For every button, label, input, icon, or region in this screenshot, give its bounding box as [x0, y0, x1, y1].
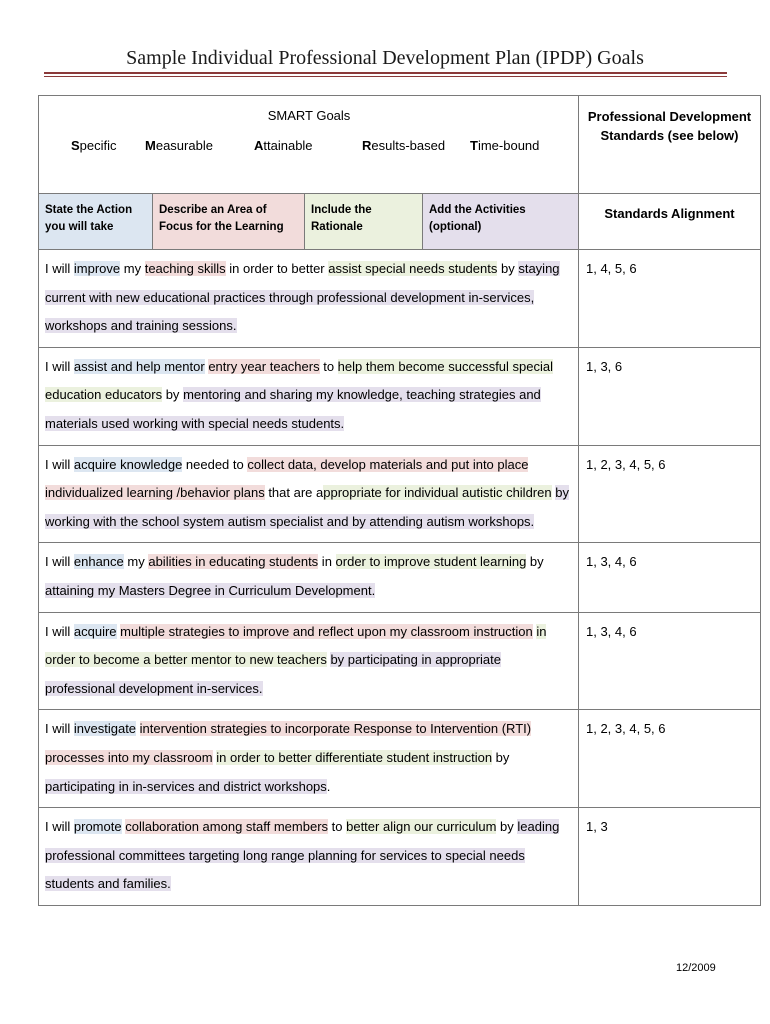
smart-goals-heading: SMART Goals [267, 108, 351, 123]
goal-row [39, 445, 761, 543]
goal-segment: help them become successful special education educators [45, 358, 554, 403]
goal-row [39, 808, 761, 906]
goal-segment: I will [45, 721, 74, 737]
goal-segment: in order to better [225, 261, 329, 276]
goal-segment: promote [73, 819, 122, 835]
goal-row [39, 543, 761, 612]
goal-segment: my [123, 554, 149, 570]
goal-segment: collect data, develop materials and put into place individualized learning /behavior plans [45, 456, 529, 501]
goal-segment: ppropriate for individual autistic children [323, 485, 552, 501]
goal-segment: enhance [73, 554, 124, 570]
goal-row [39, 250, 761, 348]
standards-alignment-value: 1, 2, 3, 4, 5, 6 [579, 710, 761, 808]
header-focus: Describe an Area of Focus for the Learning [153, 194, 305, 250]
goal-rows [39, 250, 761, 906]
goal-segment: I will [45, 554, 74, 570]
goal-segment: to [328, 819, 347, 835]
page-title: Sample Individual Professional Development Plan (IPDP) Goals [126, 47, 644, 69]
goal-segment: by working with the school system autism specialist and by attending autism workshops. [45, 485, 569, 529]
title-rule [44, 72, 727, 74]
header-rationale: Include the Rationale [305, 194, 423, 250]
smart-specific: Specific [71, 138, 117, 153]
goal-segment: needed to [182, 456, 248, 472]
goal-text [39, 543, 579, 612]
goal-segment: better align our curriculum [346, 819, 497, 835]
goal-segment: I will [45, 358, 74, 374]
goal-segment: I will [45, 623, 74, 639]
goal-text [39, 710, 579, 808]
standards-alignment-value: 1, 2, 3, 4, 5, 6 [579, 445, 761, 543]
ipdp-goals-table [38, 95, 761, 906]
goal-segment: . [326, 778, 331, 794]
smart-attainable: Attainable [254, 138, 313, 153]
standards-alignment-value: 1, 3, 4, 6 [579, 543, 761, 612]
goal-text [39, 808, 579, 906]
smart-time-bound: Time-bound [470, 138, 540, 153]
goal-segment: order to improve student learning [335, 554, 527, 570]
goal-text [39, 250, 579, 348]
goal-segment: collaboration among staff members [125, 819, 329, 835]
goal-text [39, 612, 579, 710]
goal-segment: participating in in-services and district workshops [45, 778, 327, 794]
goal-segment: by [162, 387, 184, 403]
goal-segment: by [492, 749, 510, 765]
goal-segment: entry year teachers [208, 358, 320, 374]
goal-row [39, 612, 761, 710]
pds-heading: Professional Development Standards (see below) [579, 96, 761, 194]
goal-segment: in [318, 554, 336, 570]
goal-segment: leading professional committees targeting long range planning for services to special needs students and families. [45, 819, 560, 892]
header-standards-alignment: Standards Alignment [579, 194, 761, 250]
header-activities: Add the Activities (optional) [423, 194, 579, 250]
goal-segment: acquire [73, 623, 117, 639]
goal-segment: I will [45, 819, 74, 835]
smart-goals-cell [39, 96, 579, 194]
goal-segment: mentoring and sharing my knowledge, teaching strategies and materials used working with special needs students. [45, 387, 541, 431]
goal-segment: by [496, 819, 518, 835]
smart-results-based: Results-based [362, 138, 446, 153]
footer-date: 12/2009 [676, 962, 716, 974]
goal-segment: assist special needs students [328, 261, 498, 276]
goal-segment: that are a [264, 485, 324, 501]
standards-alignment-value: 1, 3 [579, 808, 761, 906]
goal-segment: in order to become a better mentor to new teachers [45, 623, 547, 668]
goal-segment: by [526, 554, 544, 570]
goal-segment: abilities in educating students [148, 554, 319, 570]
goal-segment: by [497, 261, 519, 276]
goal-segment: staying current with new educational practices through professional development in-services, workshops and training sessions. [45, 261, 560, 334]
goal-segment: in order to better differentiate student instruction [216, 749, 493, 765]
goal-segment: multiple strategies to improve and reflect upon my classroom instruction [120, 623, 533, 639]
goal-segment: I will [45, 261, 74, 276]
goal-row [39, 347, 761, 445]
goal-segment: acquire knowledge [73, 456, 183, 472]
standards-alignment-value: 1, 3, 4, 6 [579, 612, 761, 710]
goal-segment: I will [45, 456, 74, 472]
goal-text [39, 347, 579, 445]
goal-segment: teaching skills [144, 261, 226, 276]
goal-segment: intervention strategies to incorporate Response to Intervention (RTI) processes into my classroom [45, 721, 532, 765]
goal-row [39, 710, 761, 808]
goal-segment: by participating in appropriate professional development in-services. [45, 652, 502, 696]
title-rule-thin [44, 76, 727, 77]
goal-text [39, 445, 579, 543]
goal-segment: attaining my Masters Degree in Curriculum Development. [45, 582, 376, 598]
standards-alignment-value: 1, 3, 6 [579, 347, 761, 445]
goal-segment: to [319, 358, 338, 374]
goal-segment: investigate [73, 721, 137, 737]
header-action: State the Action you will take [39, 194, 153, 250]
smart-measurable: Measurable [145, 138, 213, 153]
standards-alignment-value: 1, 4, 5, 6 [579, 250, 761, 348]
goal-segment: improve [73, 261, 121, 276]
goal-segment: assist and help mentor [73, 358, 205, 374]
goal-segment: my [120, 261, 145, 276]
